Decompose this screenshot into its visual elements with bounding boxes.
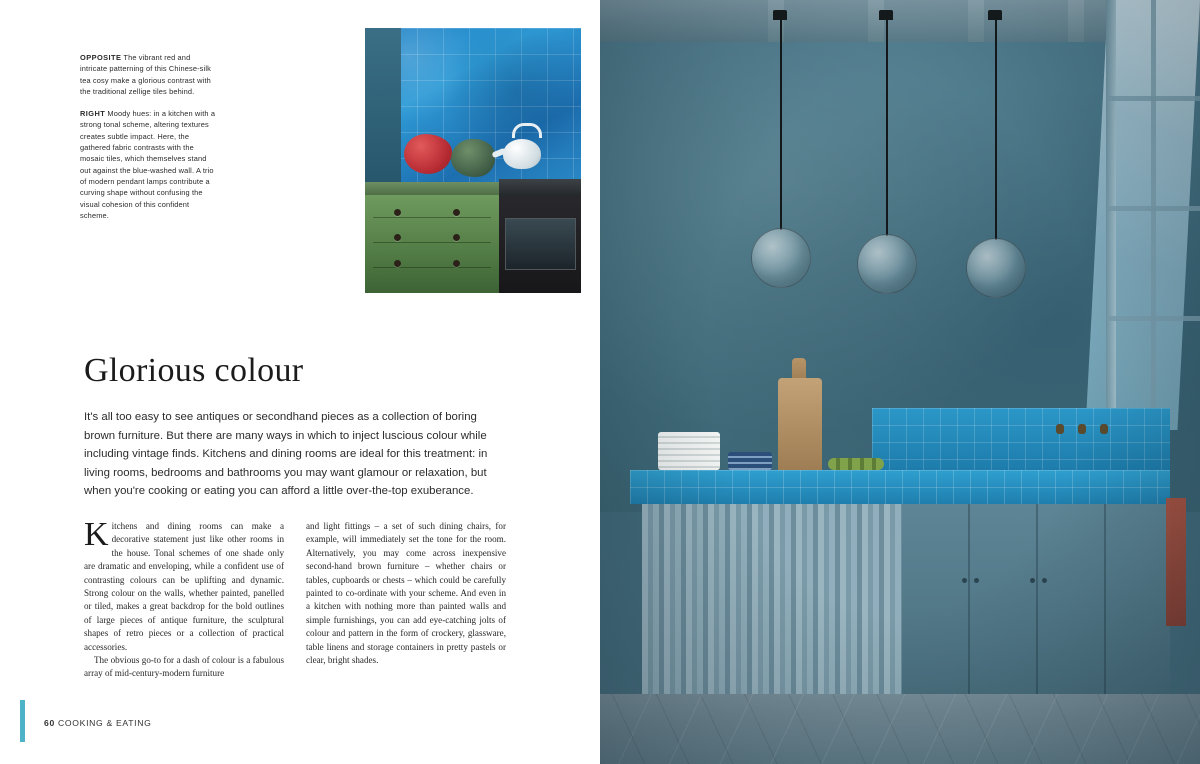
pendant-lamp-3	[966, 238, 1026, 298]
body-paragraph	[84, 516, 284, 654]
pendant-cord	[995, 14, 997, 240]
chapter-name: COOKING & EATING	[58, 718, 152, 728]
folio-rule	[20, 700, 25, 742]
drop-cap: K	[84, 516, 109, 553]
tea-cosy-kitchen-photo	[365, 28, 581, 293]
intro-paragraph: It's all too easy to see antiques or secondhand pieces as a collection of boring brown furniture. But there are many ways in which to inject luscious colour while including vintage finds. Kitchens and dining rooms are ideal for this treatment: in living rooms, bedrooms and bathrooms you may want glamour or relaxation, but when you're cooking or eating you can afford a little over-the-top exuberance.	[84, 411, 488, 497]
pendant-lamp-2	[857, 234, 917, 294]
green-cabinet	[365, 195, 499, 293]
body-paragraph: and light fittings – a set of such dining chairs, for example, will immediately set the tone for the room. Alternatively, you may come across inexpensive second-hand brown furniture – whether chairs or tables, cupboards or chests – which could be carefully painted to co-ordinate with your scheme. And even in a kitchen with nothing more than painted walls and simple furnishings, you can add eye-catching jolts of colour and pattern in the form of crockery, glassware, table linens and storage containers in pretty pastels or clear, bright shades.	[306, 521, 506, 666]
stove	[499, 179, 581, 293]
caption-right-text: Moody hues: in a kitchen with a strong tonal scheme, altering textures creates subtle impact. Here, the gathered fabric contrasts with the mosaic tiles, which themselves stand out against the blue-washed wall. A trio of modern pendant lamps contribute a curving shape without confusing the visual cohesion of this confident scheme.	[80, 109, 216, 220]
body-columns	[84, 516, 506, 681]
blue-kitchen-photo	[600, 0, 1200, 764]
caption-right-lead: RIGHT	[80, 109, 106, 119]
page-title: Glorious colour	[84, 352, 304, 389]
pendant-cord	[780, 14, 782, 230]
folio	[44, 718, 151, 728]
stacked-bowls	[728, 452, 772, 470]
peg-rail	[1056, 424, 1116, 434]
pendant-lamp-1	[751, 228, 811, 288]
stacked-plates	[658, 432, 720, 470]
mosaic-counter	[630, 470, 1170, 504]
caption-opposite-text: The vibrant red and intricate patterning of this Chinese-silk tea cosy make a glorious contrast with the traditional zellige tiles behind.	[80, 53, 211, 96]
mosaic-splashback	[872, 408, 1170, 470]
pendant-cord	[886, 14, 888, 236]
side-wall	[365, 28, 401, 187]
chopping-board	[778, 378, 822, 476]
page-number: 60	[44, 718, 55, 728]
window-mullion	[1151, 0, 1156, 430]
vegetables	[828, 458, 884, 470]
cupboard-doors	[902, 504, 1170, 700]
kettle-handle	[512, 123, 542, 138]
body-paragraph-text: itchens and dining rooms can make a decorative statement just like other rooms in the house. Tonal schemes of one shade only are dramatic and enveloping, while a confident use of contrasting colours can be uplifting and dynamic. Strong colour on the walls, whether painted, panelled or tiled, makes a great backdrop for the bold outlines of large pieces of antique furniture, the sculptural shapes of retro pieces or a collection of practical accessories.	[84, 521, 284, 652]
stone-floor	[600, 694, 1200, 764]
body-column-left	[84, 516, 284, 681]
body-column-right	[306, 520, 506, 681]
white-kettle	[503, 139, 541, 169]
gathered-curtain	[642, 504, 902, 694]
caption-opposite	[80, 52, 216, 97]
window-frame	[1106, 0, 1116, 438]
hanging-towel	[1166, 498, 1186, 626]
body-paragraph: The obvious go-to for a dash of colour is a fabulous array of mid-century-modern furniture	[84, 655, 284, 679]
caption-block	[80, 52, 216, 232]
caption-opposite-lead: OPPOSITE	[80, 53, 122, 62]
green-tea-cosy	[451, 139, 495, 177]
caption-right	[80, 108, 216, 221]
